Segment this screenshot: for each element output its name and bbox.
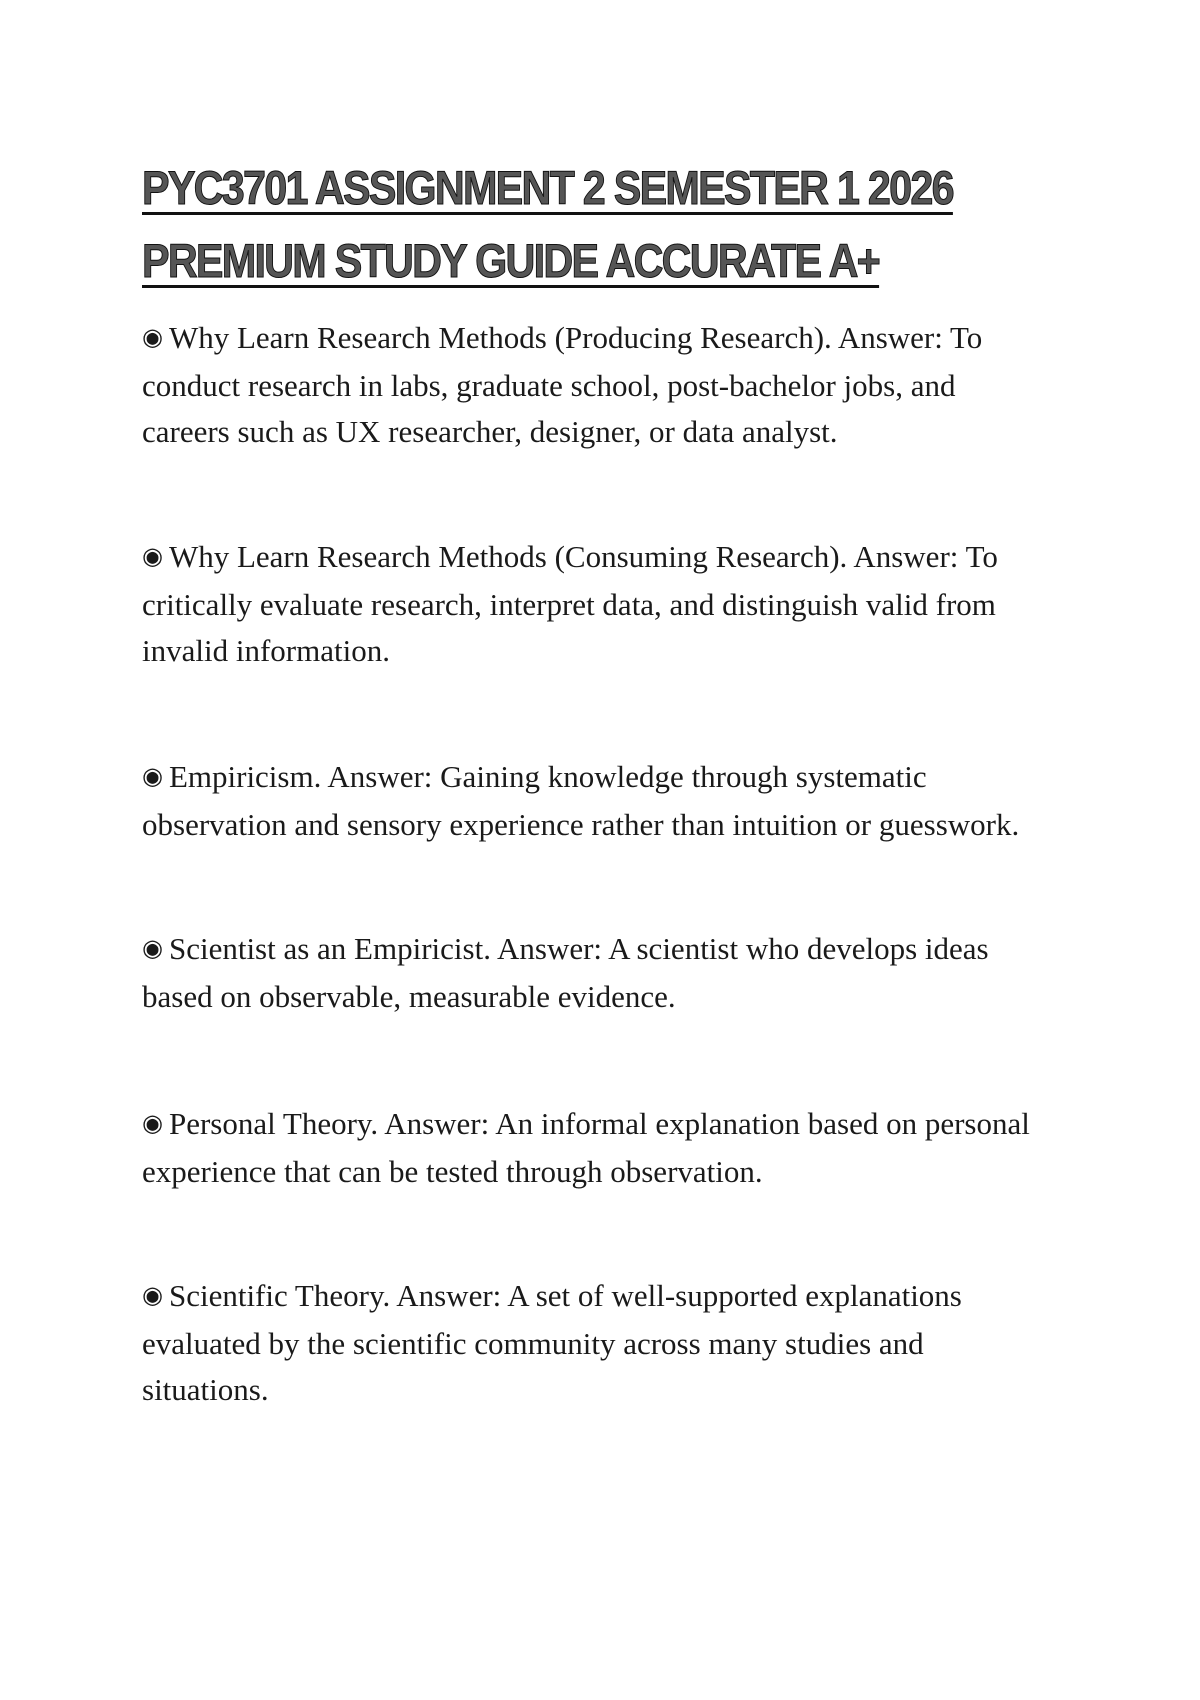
qa-item-producing-research: [142, 315, 982, 455]
item-text: Why Learn Research Methods (Consuming Research). Answer: To: [168, 539, 998, 574]
radio-bullet-icon: ◉: [142, 762, 163, 790]
item-text: careers such as UX researcher, designer, or data analyst.: [142, 414, 838, 449]
radio-bullet-icon: ◉: [142, 934, 163, 962]
item-text: Empiricism. Answer: Gaining knowledge through systematic: [168, 759, 927, 794]
item-text: situations.: [142, 1372, 269, 1407]
document-title-line-1: PYC3701 ASSIGNMENT 2 SEMESTER 1 2026: [142, 161, 953, 214]
item-text: based on observable, measurable evidence.: [142, 979, 676, 1014]
item-text: invalid information.: [142, 633, 390, 668]
item-text: Personal Theory. Answer: An informal explanation based on personal: [168, 1106, 1030, 1141]
item-text: critically evaluate research, interpret data, and distinguish valid from: [142, 587, 996, 622]
radio-bullet-icon: ◉: [142, 542, 163, 570]
document-title-line-2: PREMIUM STUDY GUIDE ACCURATE A+: [142, 234, 880, 287]
item-text: Why Learn Research Methods (Producing Research). Answer: To: [168, 320, 983, 355]
item-text: observation and sensory experience rather than intuition or guesswork.: [142, 807, 1020, 842]
qa-item-empiricism: [142, 754, 1019, 848]
radio-bullet-icon: ◉: [142, 1109, 163, 1137]
qa-item-scientist-empiricist: [142, 926, 989, 1020]
item-text: evaluated by the scientific community across many studies and: [142, 1326, 924, 1361]
radio-bullet-icon: ◉: [142, 1281, 163, 1309]
radio-bullet-icon: ◉: [142, 323, 163, 351]
qa-item-scientific-theory: [142, 1273, 962, 1413]
item-text: conduct research in labs, graduate school, post-bachelor jobs, and: [142, 368, 956, 403]
item-text: Scientific Theory. Answer: A set of well-supported explanations: [168, 1278, 962, 1313]
item-text: Scientist as an Empiricist. Answer: A scientist who develops ideas: [168, 931, 989, 966]
item-text: experience that can be tested through observation.: [142, 1154, 763, 1189]
qa-item-personal-theory: [142, 1101, 1030, 1195]
qa-item-consuming-research: [142, 534, 998, 674]
